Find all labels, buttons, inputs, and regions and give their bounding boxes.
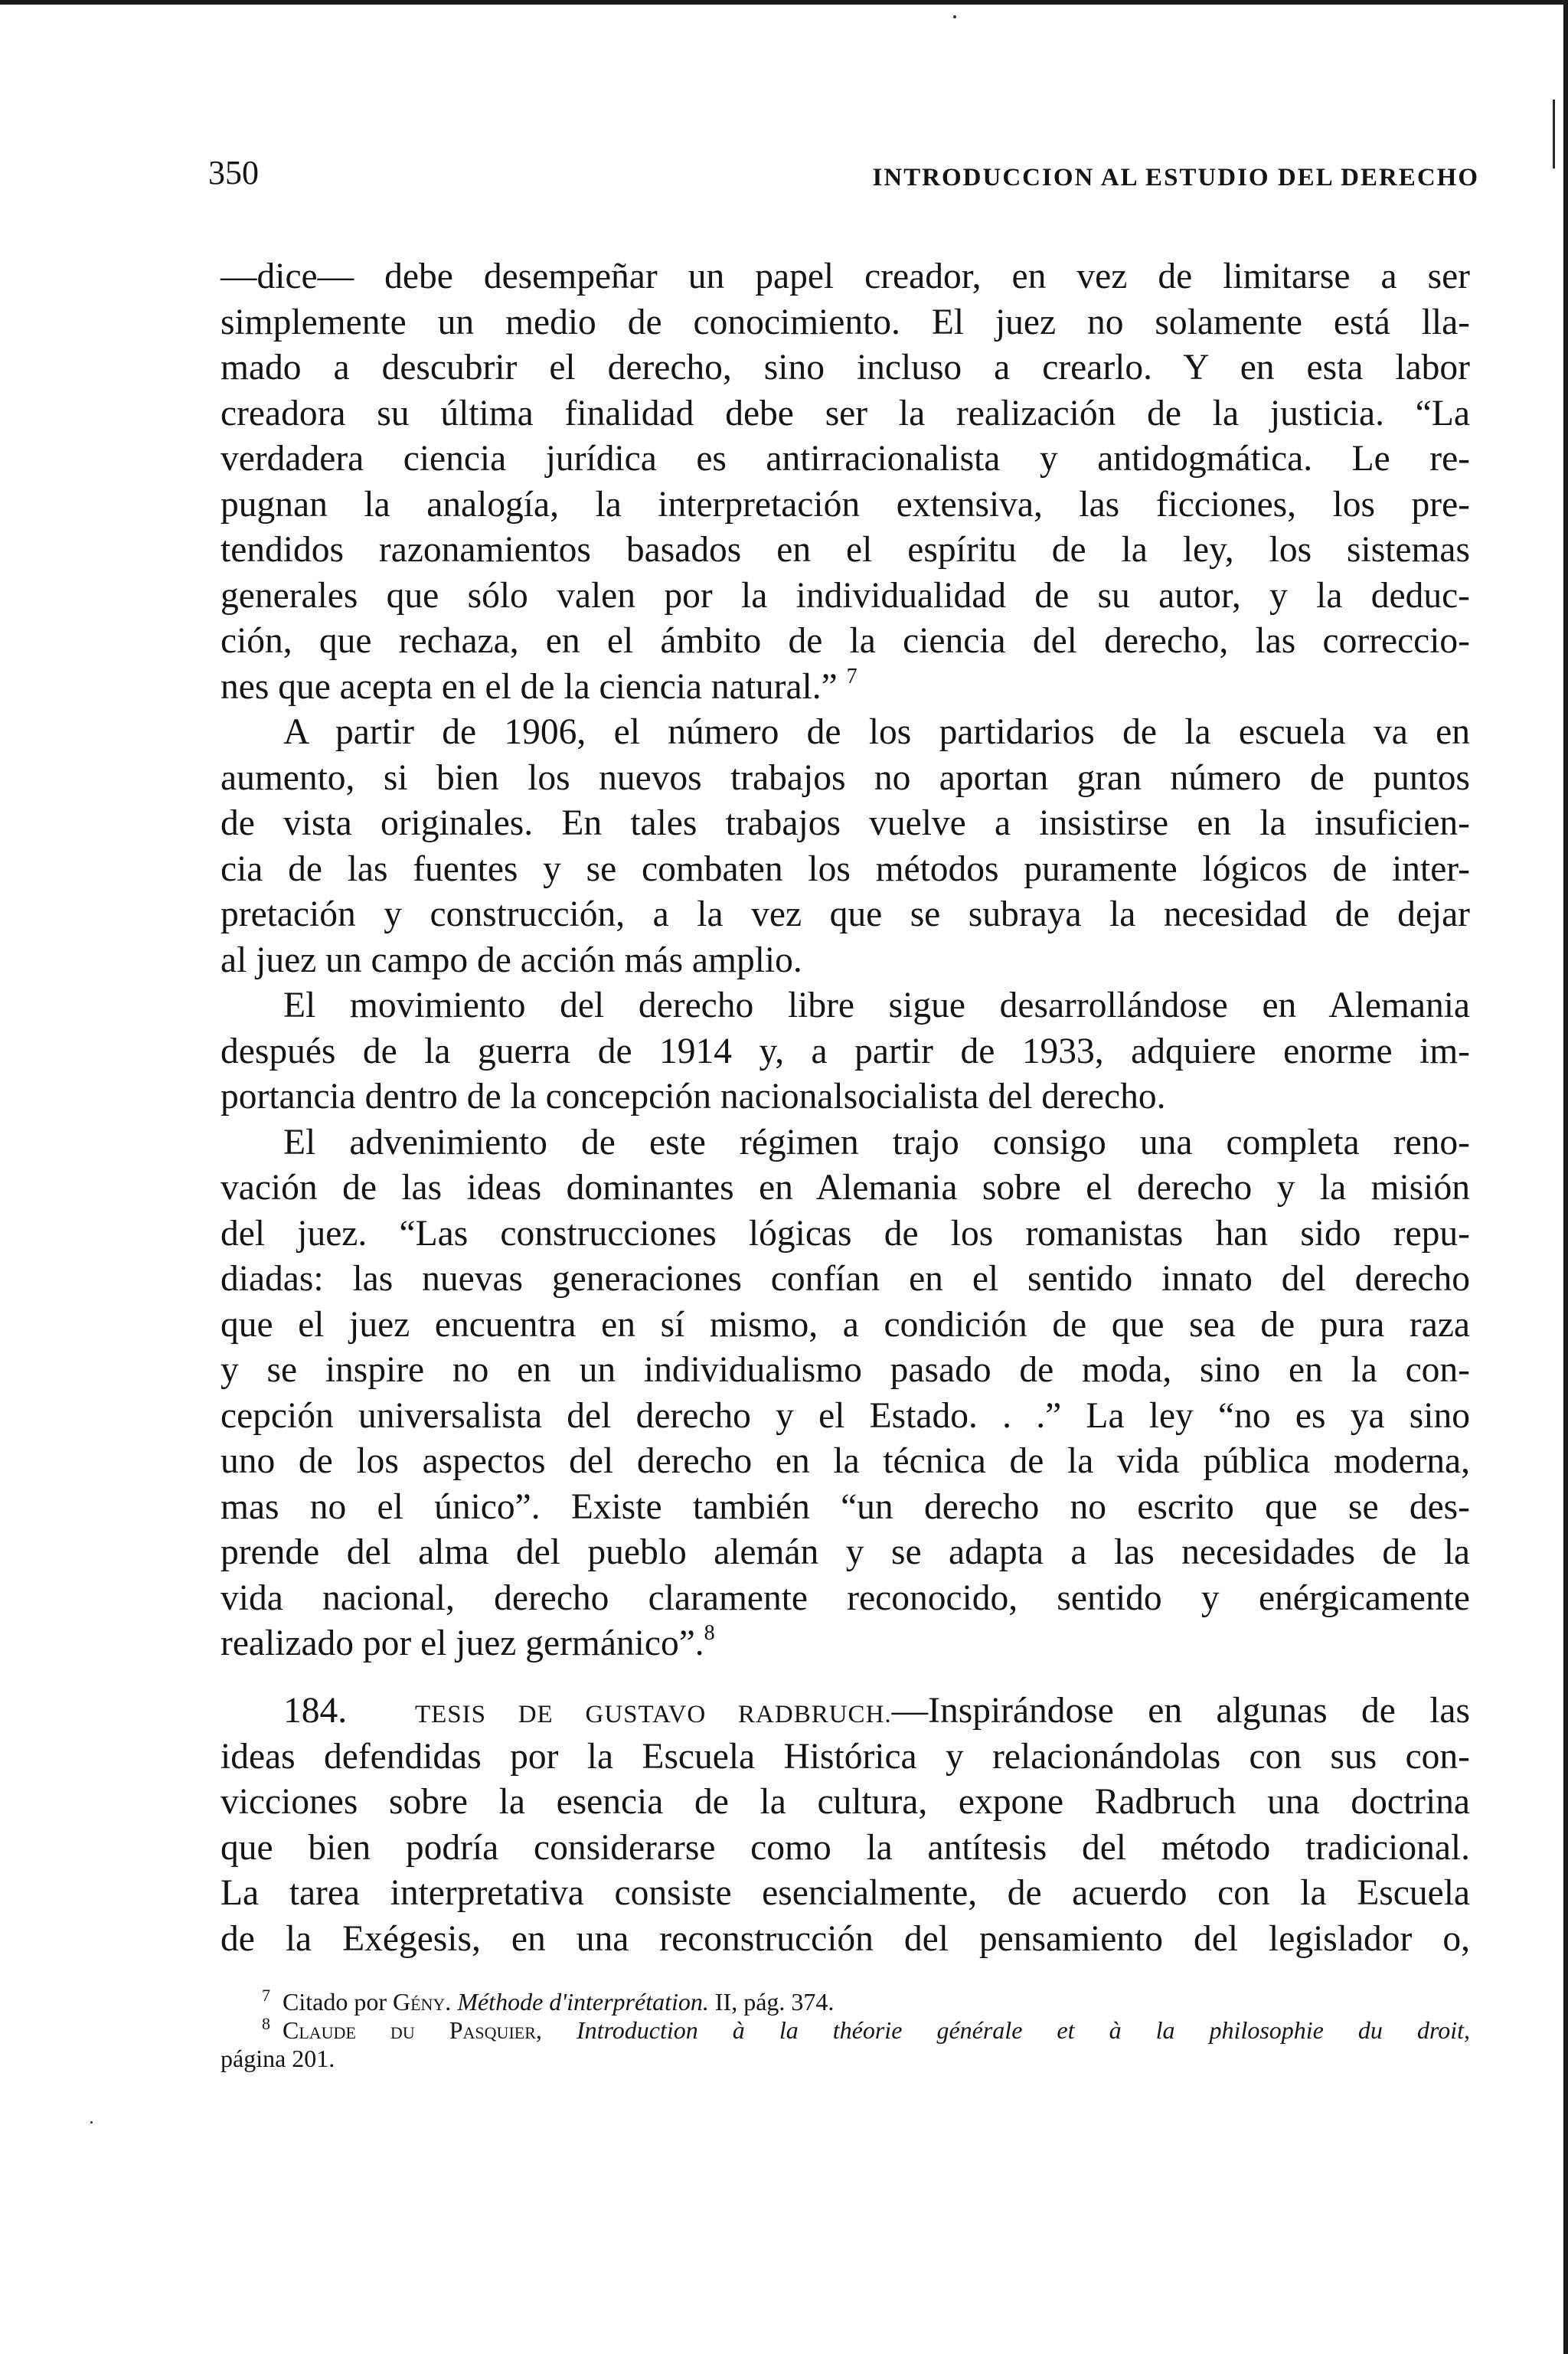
running-head xyxy=(208,150,1479,196)
text-line: y se inspire no en un individualismo pasado de moda, sino en la con- xyxy=(220,1350,1470,1390)
text-line-with-note xyxy=(220,665,1470,711)
footnote-text: II, pág. 374. xyxy=(714,1988,835,2016)
section-heading-line xyxy=(220,1689,1470,1734)
text-line: creadora su última finalidad debe ser la realización de la justicia. “La xyxy=(220,393,1470,433)
text-line: uno de los aspectos del derecho en la técnica de la vida pública moderna, xyxy=(220,1441,1470,1481)
footnote-ref-7: 7 xyxy=(846,664,858,688)
text-line: del juez. “Las construcciones lógicas de los romanistas han sido repu- xyxy=(220,1213,1470,1254)
footnote-8-continuation: página 201. xyxy=(220,2045,335,2072)
text-line: realizado por el juez germánico”. xyxy=(220,1623,704,1663)
text-line: pugnan la analogía, la interpretación extensiva, las ficciones, los pre- xyxy=(220,484,1470,525)
footnote-separator xyxy=(220,1985,1470,1986)
text-line: simplemente un medio de conocimiento. El juez no solamente está lla- xyxy=(220,302,1470,342)
text-line: de la Exégesis, en una reconstrucción del pensamiento del legislador o, xyxy=(220,1918,1470,1959)
text-line: prende del alma del pueblo alemán y se adapta a las necesidades de la xyxy=(220,1532,1470,1572)
text-line: La tarea interpretativa consiste esencialmente, de acuerdo con la Escuela xyxy=(220,1873,1470,1913)
footnote-work: Méthode d'interprétation. xyxy=(457,1988,709,2016)
text-line: ideas defendidas por la Escuela Histórica y relacionándolas con sus con- xyxy=(220,1736,1470,1777)
text-line: tendidos razonamientos basados en el espíritu de la ley, los sistemas xyxy=(220,530,1470,570)
footnotes xyxy=(220,1988,1470,2073)
text-line: vida nacional, derecho claramente reconocido, sentido y enérgicamente xyxy=(220,1578,1470,1618)
text-line: portancia dentro de la concepción nacionalsocialista del derecho. xyxy=(220,1077,1166,1117)
page-number: 350 xyxy=(208,154,259,191)
body-text xyxy=(220,254,1470,1667)
text-line: vación de las ideas dominantes en Alemania sobre el derecho y la misión xyxy=(220,1168,1470,1208)
section-title: TESIS DE GUSTAVO RADBRUCH. xyxy=(414,1701,892,1728)
section-heading-rest: —Inspirándose en algunas de las xyxy=(891,1691,1471,1731)
footnote-work: Introduction à la théorie générale et à la philosophie du droit, xyxy=(576,2016,1471,2044)
text-line: verdadera ciencia jurídica es antirracionalista y antidogmática. Le re- xyxy=(220,439,1470,479)
text-line: vicciones sobre la esencia de la cultura, expone Radbruch una doctrina xyxy=(220,1782,1470,1822)
footnote-ref-8: 8 xyxy=(704,1621,715,1645)
text-line: mado a descubrir el derecho, sino incluso a crearlo. Y en esta labor xyxy=(220,348,1470,387)
section-184 xyxy=(220,1689,1470,1962)
text-line: al juez un campo de acción más amplio. xyxy=(220,940,802,980)
text-line: después de la guerra de 1914 y, a partir de 1933, adquiere enorme im- xyxy=(220,1031,1470,1071)
text-line: aumento, si bien los nuevos trabajos no aportan gran número de puntos xyxy=(220,757,1470,798)
footnote-7 xyxy=(220,1988,1470,2016)
footnote-text: Citado por xyxy=(283,1988,387,2016)
text-line: cia de las fuentes y se combaten los métodos puramente lógicos de inter- xyxy=(220,848,1470,889)
running-title: INTRODUCCION AL ESTUDIO DEL DERECHO xyxy=(872,164,1479,191)
section-number: 184. xyxy=(283,1691,348,1731)
text-line: mas no el único”. Existe también “un derecho no escrito que se des- xyxy=(220,1486,1470,1527)
footnote-author: Gény. xyxy=(392,1988,452,2016)
text-line: diadas: las nuevas generaciones confían en el sentido innato del derecho xyxy=(220,1259,1470,1299)
text-line: generales que sólo valen por la individualidad de su autor, y la deduc- xyxy=(220,575,1470,616)
footnote-8 xyxy=(220,2016,1470,2045)
text-line: que el juez encuentra en sí mismo, a condición de que sea de pura raza xyxy=(220,1304,1470,1345)
text-line: que bien podría considerarse como la antítesis del método tradicional. xyxy=(220,1827,1470,1868)
text-line: nes que acepta en el de la ciencia natural.” xyxy=(220,666,838,707)
text-line-with-note xyxy=(220,1621,1470,1667)
text-line: de vista originales. En tales trabajos vuelve a insistirse en la insuficien- xyxy=(220,803,1470,843)
text-line: —dice— debe desempeñar un papel creador, en vez de limitarse a ser xyxy=(220,257,1470,296)
footnote-author: Claude du Pasquier, xyxy=(283,2016,542,2044)
paragraph-first-line: El advenimiento de este régimen trajo consigo una completa reno- xyxy=(283,1122,1470,1162)
paragraph-first-line: El movimiento del derecho libre sigue desarrollándose en Alemania xyxy=(283,986,1470,1025)
footnote-mark: 7 xyxy=(262,1986,270,2005)
footnote-mark: 8 xyxy=(262,2014,270,2033)
text-line: ción, que rechaza, en el ámbito de la ciencia del derecho, las correccio- xyxy=(220,621,1470,661)
text-line: pretación y construcción, a la vez que se subraya la necesidad de dejar xyxy=(220,894,1470,934)
paragraph-first-line: A partir de 1906, el número de los partidarios de la escuela va en xyxy=(283,712,1470,752)
text-line: cepción universalista del derecho y el Estado. . .” La ley “no es ya sino xyxy=(220,1395,1470,1436)
